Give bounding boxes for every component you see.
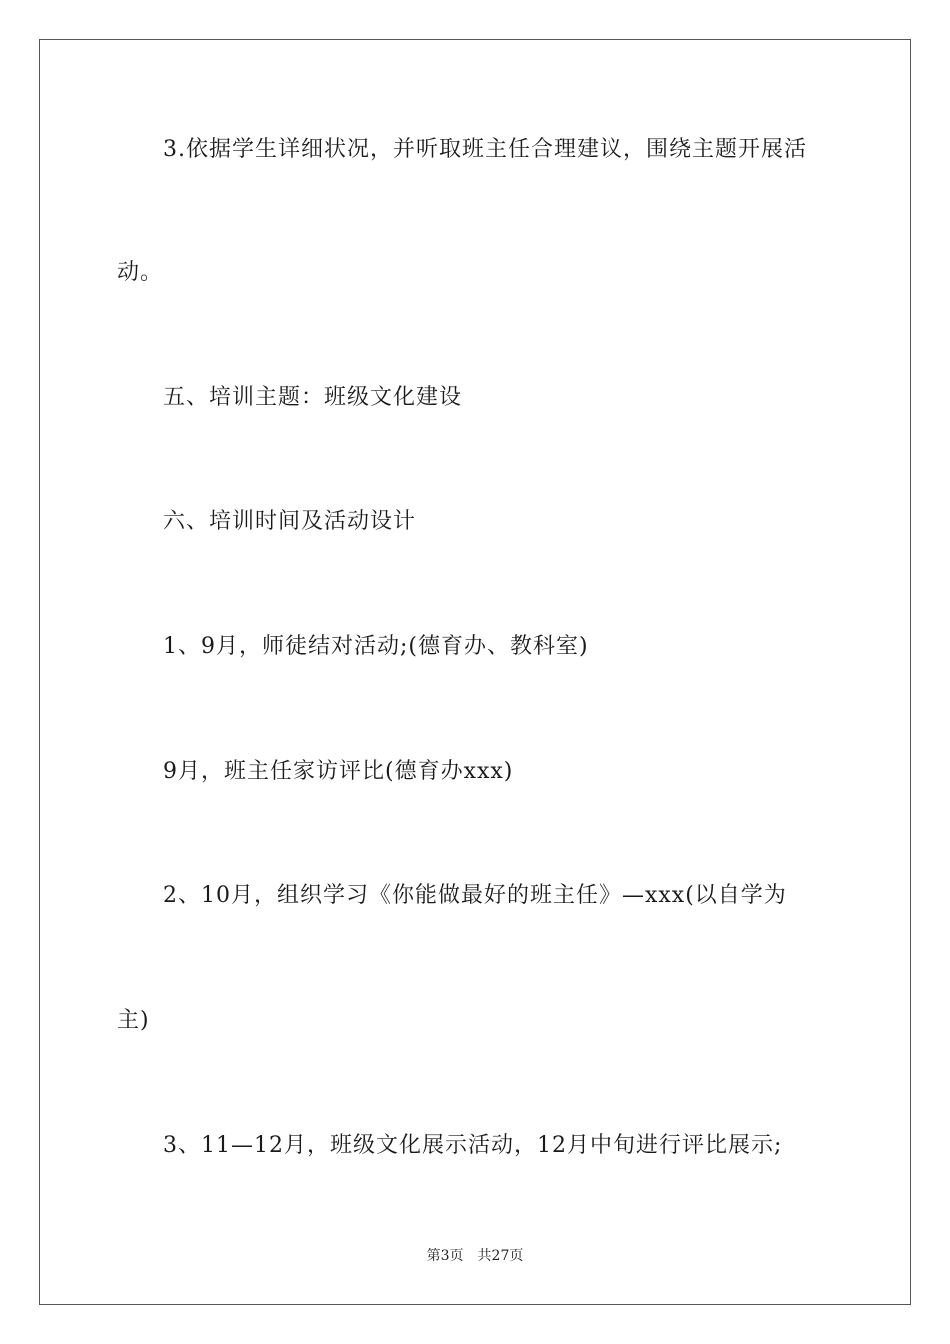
page-total: 共27页 — [477, 1248, 524, 1264]
paragraph-line: 9月，班主任家访评比(德育办xxx) — [163, 759, 514, 784]
page-border — [39, 39, 911, 1305]
paragraph-line: 2、10月，组织学习《你能做最好的班主任》—xxx(以自学为 — [163, 883, 787, 908]
paragraph-line: 3.依据学生详细状况，并听取班主任合理建议，围绕主题开展活 — [163, 137, 807, 162]
page-footer — [0, 1247, 950, 1265]
section-heading: 六、培训时间及活动设计 — [163, 509, 417, 534]
paragraph-line-continuation: 主) — [117, 1008, 150, 1033]
paragraph-line-continuation: 动。 — [117, 260, 164, 285]
paragraph-line: 1、9月，师徒结对活动;(德育办、教科室) — [163, 634, 589, 659]
section-heading: 五、培训主题：班级文化建设 — [163, 385, 463, 410]
paragraph-line: 3、11—12月，班级文化展示活动，12月中旬进行评比展示; — [163, 1133, 783, 1158]
page-number: 第3页 — [426, 1248, 464, 1264]
